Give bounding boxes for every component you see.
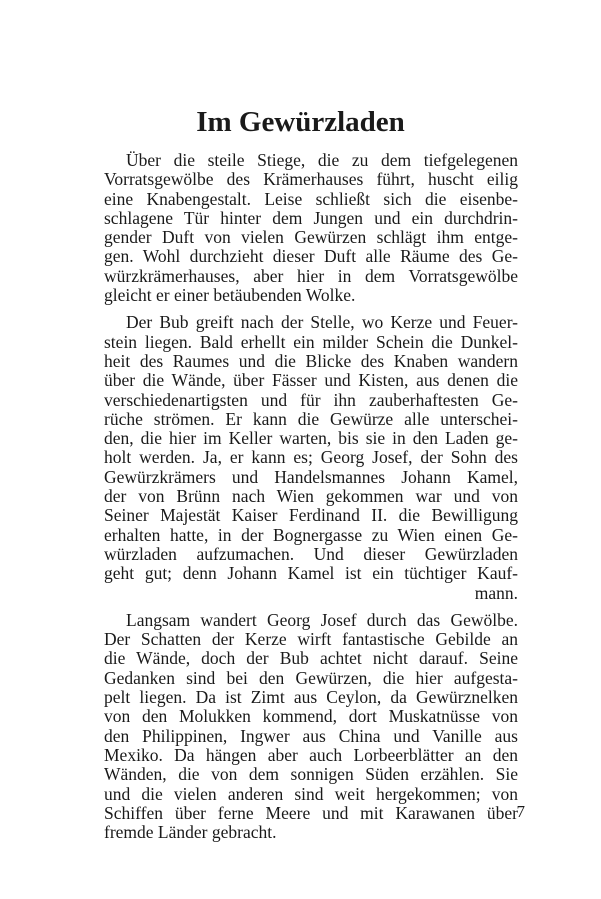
text-line: Gedanken sind bei den Gewürzen, die hier aufgesta-: [104, 667, 518, 688]
text-line: heit des Raumes und die Blicke des Knaben wandern: [104, 350, 518, 371]
text-line: holt werden. Ja, er kann es; Georg Josef, der Sohn des: [104, 447, 518, 468]
page-number: 7: [516, 802, 525, 821]
text-line: rüche strömen. Er kann die Gewürze alle unterschei-: [104, 408, 518, 429]
text-line: den, die hier im Keller warten, bis sie in den Laden ge-: [104, 428, 518, 449]
text-line: Vorratsgewölbe des Krämerhauses führt, huscht eilig: [104, 169, 518, 190]
text-line: Langsam wandert Georg Josef durch das Gewölbe.: [126, 609, 518, 630]
text-line: Gewürzkrämers und Handelsmannes Johann Kamel,: [104, 466, 518, 487]
text-line: und die vielen anderen sind weit hergekommen; von: [104, 783, 518, 804]
text-line: Mexiko. Da hängen aber auch Lorbeerblätter an den: [104, 744, 518, 765]
text-line: die Wände, doch der Bub achtet nicht darauf. Seine: [104, 648, 518, 669]
paragraph: [104, 313, 518, 602]
text-line: Seiner Majestät Kaiser Ferdinand II. die Bewilligung: [104, 505, 518, 526]
text-line: erhalten hatte, in der Bognergasse zu Wien einen Ge-: [104, 524, 518, 545]
text-line: Wänden, die von dem sonnigen Süden erzählen. Sie: [104, 764, 518, 785]
text-line: verschiedenartigsten und für ihn zauberhaftesten Ge-: [104, 389, 518, 410]
text-line: schlagene Tür hinter dem Jungen und ein durchdrin-: [104, 207, 518, 228]
text-line: über die Wände, über Fässer und Kisten, aus denen die: [104, 370, 518, 391]
text-line: Über die steile Stiege, die zu dem tiefgelegenen: [126, 150, 518, 170]
text-line: Schiffen über ferne Meere und mit Karawanen über: [104, 802, 518, 823]
text-line: würzkrämerhauses, aber hier in dem Vorratsgewölbe: [104, 265, 518, 286]
text-line: eine Knabengestalt. Leise schließt sich die eisenbe-: [104, 188, 518, 209]
text-line: geht gut; denn Johann Kamel ist ein tüchtiger Kauf-: [104, 563, 518, 584]
text-line: gen. Wohl durchzieht dieser Duft alle Räume des Ge-: [104, 246, 518, 267]
text-line: von den Molukken kommend, dort Muskatnüsse von: [104, 706, 518, 727]
paragraph: [104, 151, 518, 305]
body-text: [104, 151, 518, 842]
text-line: fremde Länder gebracht.: [104, 822, 277, 843]
text-line: gender Duft von vielen Gewürzen schlägt ihm entge-: [104, 227, 518, 248]
text-line: mann.: [474, 582, 518, 603]
chapter-title: Im Gewürzladen: [196, 106, 405, 138]
text-line: Der Bub greift nach der Stelle, wo Kerze und Feuer-: [126, 312, 518, 333]
text-line: der von Brünn nach Wien gekommen war und von: [104, 486, 518, 507]
text-line: würzladen aufzumachen. Und dieser Gewürzladen: [104, 543, 518, 564]
text-line: den Philippinen, Ingwer aus China und Vanille aus: [104, 725, 518, 746]
paragraph: [104, 611, 518, 843]
text-line: stein liegen. Bald erhellt ein milder Schein die Dunkel-: [104, 331, 518, 352]
text-line: pelt liegen. Da ist Zimt aus Ceylon, da Gewürznelken: [104, 687, 518, 708]
text-line: gleicht er einer betäubenden Wolke.: [104, 285, 356, 306]
text-line: Der Schatten der Kerze wirft fantastische Gebilde an: [104, 629, 518, 650]
